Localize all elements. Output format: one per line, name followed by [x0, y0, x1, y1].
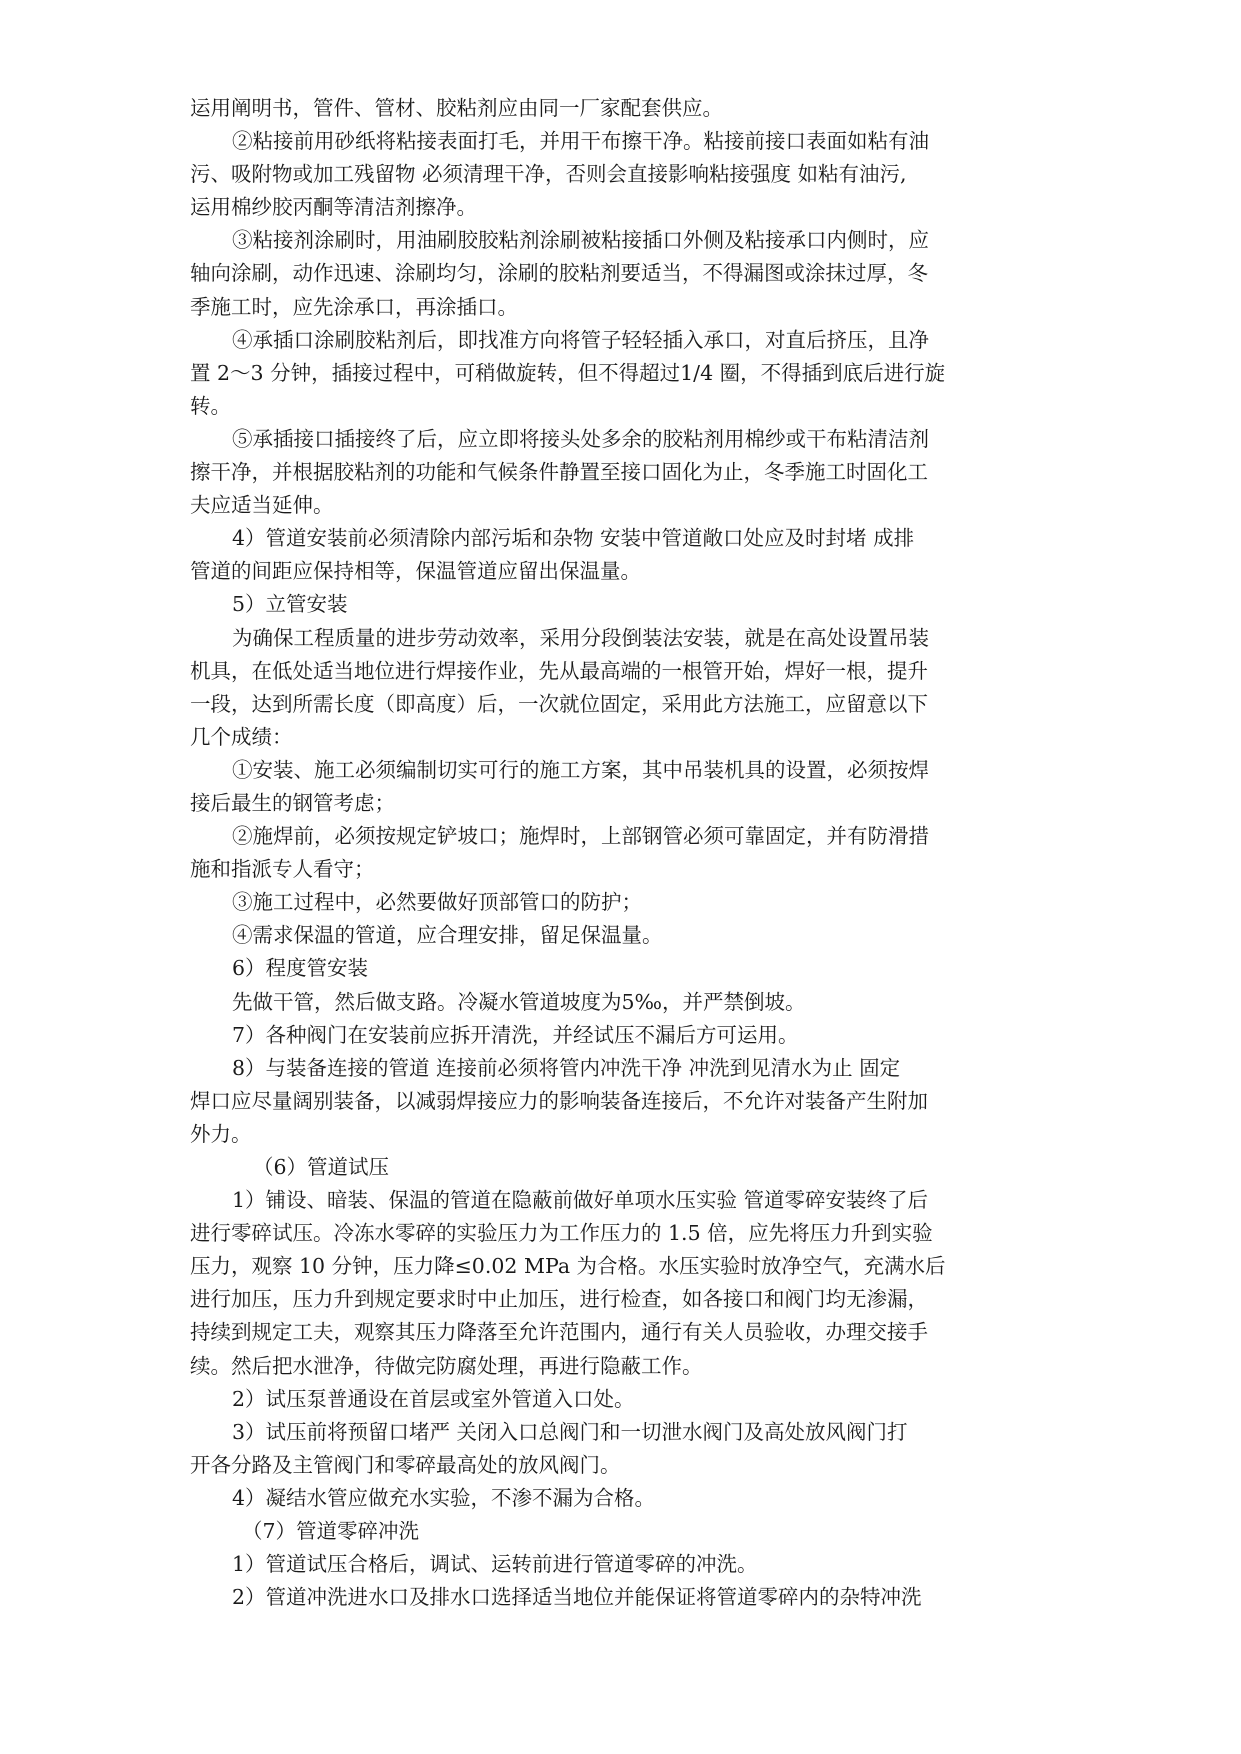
text-line: 运用棉纱胶丙酮等清洁剂擦净。 — [190, 195, 477, 220]
text-line: 夫应适当延伸。 — [190, 493, 334, 518]
text-line: ③粘接剂涂刷时，用油刷胶胶粘剂涂刷被粘接插口外侧及粘接承口内侧时，应 — [232, 228, 929, 253]
text-line: （6）管道试压 — [253, 1155, 390, 1179]
text-line: 进行零碎试压。冷冻水零碎的实验压力为工作压力的 1.5 倍，应先将压力升到实验 — [190, 1221, 933, 1246]
text-line: 置 2～3 分钟，插接过程中，可稍做旋转，但不得超过1/4 圈，不得插到底后进行旋 — [190, 360, 946, 385]
text-line: 8）与装备连接的管道 连接前必须将管内冲洗干净 冲洗到见清水为止 固定 — [232, 1055, 901, 1080]
text-line: 进行加压，压力升到规定要求时中止加压，进行检查，如各接口和阀门均无渗漏， — [190, 1287, 928, 1312]
text-line: 转。 — [190, 393, 231, 418]
text-line: 2）试压泵普通设在首层或室外管道入口处。 — [232, 1386, 635, 1411]
text-line: 几个成绩： — [190, 724, 293, 749]
text-line: 焊口应尽量阔别装备，以减弱焊接应力的影响装备连接后，不允许对装备产生附加 — [190, 1088, 928, 1113]
text-line: 续。然后把水泄净，待做完防腐处理，再进行隐蔽工作。 — [190, 1353, 703, 1378]
text-line: ④承插口涂刷胶粘剂后，即找准方向将管子轻轻插入承口，对直后挤压，且净 — [232, 327, 929, 352]
text-line: 2）管道冲洗进水口及排水口选择适当地位并能保证将管道零碎内的杂特冲洗 — [232, 1585, 922, 1610]
text-line: 压力，观察 10 分钟，压力降≤0.02 MPa 为合格。水压实验时放净空气，充满水后 — [190, 1254, 946, 1279]
text-line: 7）各种阀门在安装前应拆开清洗，并经试压不漏后方可运用。 — [232, 1022, 799, 1047]
text-line: 接后最生的钢管考虑； — [190, 790, 395, 815]
text-line: 季施工时，应先涂承口，再涂插口。 — [190, 294, 518, 319]
text-line: ④需求保温的管道，应合理安排，留足保温量。 — [232, 923, 663, 948]
text-line: 4）管道安装前必须清除内部污垢和杂物 安装中管道敞口处应及时封堵 成排 — [232, 526, 915, 551]
text-line: （7）管道零碎冲洗 — [242, 1519, 420, 1544]
text-line: ①安装、施工必须编制切实可行的施工方案，其中吊装机具的设置，必须按焊 — [232, 757, 929, 782]
text-line: ②施焊前，必须按规定铲坡口；施焊时，上部钢管必须可靠固定，并有防滑措 — [232, 824, 929, 849]
text-line: 3）试压前将预留口堵严 关闭入口总阀门和一切泄水阀门及高处放风阀门打 — [232, 1419, 908, 1444]
document-body — [190, 92, 1070, 1614]
text-line: 开各分路及主管阀门和零碎最高处的放风阀门。 — [190, 1452, 621, 1477]
text-line: 一段，达到所需长度（即高度）后，一次就位固定，采用此方法施工，应留意以下 — [190, 691, 928, 716]
text-line: 1）管道试压合格后，调试、运转前进行管道零碎的冲洗。 — [232, 1552, 758, 1577]
text-line: 4）凝结水管应做充水实验，不渗不漏为合格。 — [232, 1485, 656, 1510]
text-line: 为确保工程质量的进步劳动效率，采用分段倒装法安装，就是在高处设置吊装 — [232, 625, 929, 650]
text-line: 轴向涂刷，动作迅速、涂刷均匀，涂刷的胶粘剂要适当，不得漏图或涂抹过厚，冬 — [190, 261, 928, 286]
text-line: 管道的间距应保持相等，保温管道应留出保温量。 — [190, 559, 641, 584]
text-line: 机具，在低处适当地位进行焊接作业，先从最高端的一根管开始，焊好一根，提升 — [190, 658, 928, 683]
text-line: 1）铺设、暗装、保温的管道在隐蔽前做好单项水压实验 管道零碎安装终了后 — [232, 1188, 929, 1213]
text-line: 6）程度管安装 — [232, 956, 369, 981]
text-line: 运用阐明书，管件、管材、胶粘剂应由同一厂家配套供应。 — [190, 96, 723, 120]
text-line: 持续到规定工夫，观察其压力降落至允许范围内，通行有关人员验收，办理交接手 — [190, 1320, 928, 1345]
text-line: ③施工过程中，必然要做好顶部管口的防护； — [232, 890, 642, 915]
text-line: 擦干净，并根据胶粘剂的功能和气候条件静置至接口固化为止，冬季施工时固化工 — [190, 460, 928, 485]
text-line: 5）立管安装 — [232, 592, 348, 617]
text-line: ②粘接前用砂纸将粘接表面打毛，并用干布擦干净。粘接前接口表面如粘有油 — [232, 129, 929, 154]
text-line: 施和指派专人看守； — [190, 857, 375, 882]
text-line: ⑤承插接口插接终了后，应立即将接头处多余的胶粘剂用棉纱或干布粘清洁剂 — [232, 426, 929, 451]
text-line: 外力。 — [190, 1121, 252, 1146]
text-line: 先做干管，然后做支路。冷凝水管道坡度为5‰，并严禁倒坡。 — [232, 989, 806, 1014]
text-line: 污、吸附物或加工残留物 必须清理干净，否则会直接影响粘接强度 如粘有油污, — [190, 162, 907, 187]
